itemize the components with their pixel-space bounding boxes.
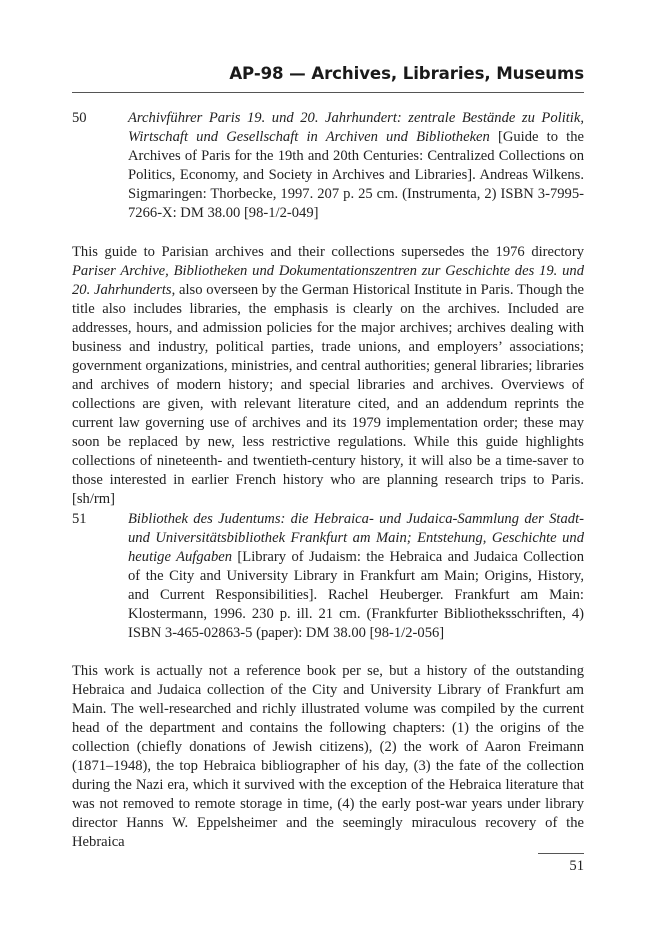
review-text: This work is actually not a reference book per se, but a history of the outstanding Hebraica and Judaica collection of the City and University Library of Frankfurt am Main. The well-researched and richly illustrated volume was compiled by the current head of the department and contains the following chapters: (1) the origins of the collection (chiefly donations of Jewish citizens), (2) the work of Aaron Freimann (1871–1948), the top Hebraica bibliographer of his day, (3) the fate of the collection during the Nazi era, which it survived with the exception of the Hebraica literature that was not removed to remote storage in time, (4) the early post-war years under library director Hanns W. Eppelsheimer and the seemingly miraculous recovery of the Hebraica bbox=[72, 663, 584, 850]
entry-title: Bibliothek des Judentums: die Hebraica- und Judaica-Sammlung der Stadt- und Universitätsbibliothek Frankfurt am Main; Entstehung, Geschichte und heutige Aufgaben bbox=[128, 511, 584, 565]
entry-title: Archivführer Paris 19. und 20. Jahrhundert: zentrale Bestände zu Politik, Wirtschaft und Gesellschaft in Archiven und Bibliotheken bbox=[128, 110, 584, 145]
header-rule bbox=[72, 92, 584, 93]
entry-details: [Guide to the Archives of Paris for the 19th and 20th Centuries: Centralized Collections on Politics, Economy, and Society in Archives and Libraries]. Andreas Wilkens. Sigmaringen: Thorbecke, 1997. 207 p. 25 cm. (Instrumenta, 2) ISBN 3-7995-7266-X: DM 38.00 [98-1/2-049] bbox=[128, 129, 584, 221]
entry-number: 51 bbox=[72, 511, 87, 527]
page-number: 51 bbox=[569, 858, 584, 874]
review-text: This guide to Parisian archives and their collections supersedes the 1976 directory bbox=[72, 244, 584, 260]
review-text: , also overseen by the German Historical Institute in Paris. Though the title also includes libraries, the emphasis is clearly on the archives. Included are addresses, hours, and admission policies for the major archives; archives dealing with business and industry, political parties, trade unions, and employers’ associations; government organizations, ministries, and central authorities; general libraries; libraries and archives of modern history; and special libraries and archives. Overviews of collections are given, with relevant literature cited, and an addendum reprints the current law governing use of archives and its 1979 implementation order; these may soon be replaced by new, less restrictive regulations. While this guide highlights collections of nineteenth- and twentieth-century history, it will also be a time-saver to those interested in earlier French history who are planning research trips to Paris. [sh/rm] bbox=[72, 282, 584, 507]
entry-citation bbox=[128, 510, 584, 643]
cited-title: Pariser Archive, Bibliotheken und Dokumentationszentren zur Geschichte des 19. und 20. Jahrhunderts bbox=[72, 263, 584, 298]
entry-details: [Library of Judaism: the Hebraica and Judaica Collection of the City and University Library in Frankfurt am Main; Origins, History, and Current Responsibilities]. Rachel Heuberger. Frankfurt am Main: Klostermann, 1996. 230 p. ill. 21 cm. (Frankfurter Bibliotheksschriften, 4) ISBN 3-465-02863-5 (paper): DM 38.00 [98-1/2-056] bbox=[128, 549, 584, 641]
footer-rule bbox=[538, 853, 584, 854]
review-paragraph-51 bbox=[72, 662, 584, 852]
bibliography-entry-50 bbox=[72, 109, 584, 223]
running-head: AP-98 — Archives, Libraries, Museums bbox=[229, 64, 584, 83]
entry-citation bbox=[128, 109, 584, 223]
review-paragraph-50 bbox=[72, 243, 584, 509]
entry-number: 50 bbox=[72, 110, 87, 126]
bibliography-entry-51 bbox=[72, 510, 584, 643]
